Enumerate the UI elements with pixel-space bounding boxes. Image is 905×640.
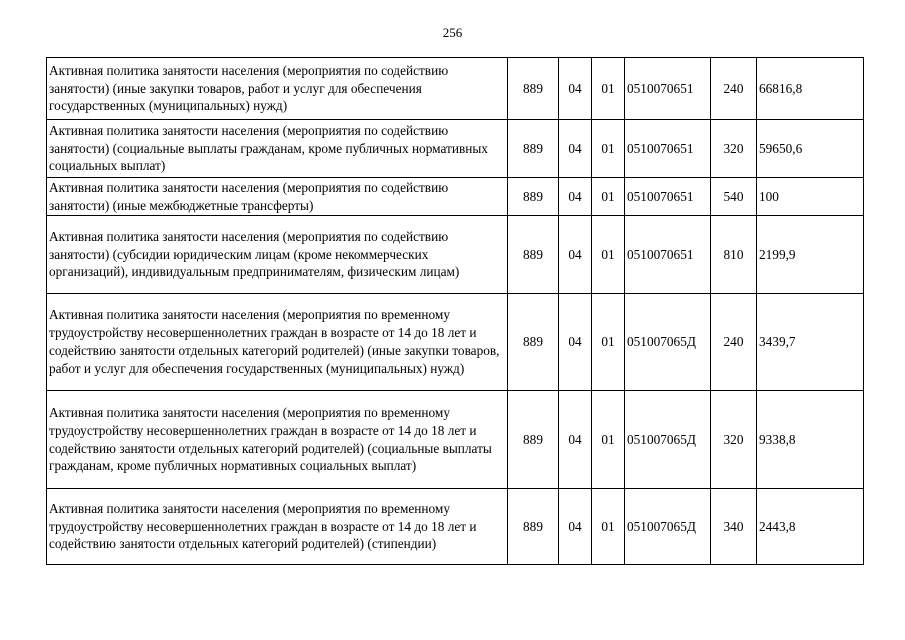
target-article-cell: 0510070651 — [625, 58, 711, 120]
section-code-cell: 04 — [559, 58, 592, 120]
expense-type-cell: 810 — [711, 216, 757, 294]
ministry-code-cell: 889 — [508, 120, 559, 178]
section-code-cell: 04 — [559, 391, 592, 489]
ministry-code-cell: 889 — [508, 58, 559, 120]
amount-cell: 100 — [757, 178, 864, 216]
expense-type-cell: 540 — [711, 178, 757, 216]
expense-type-cell: 240 — [711, 294, 757, 391]
subsection-code-cell: 01 — [592, 216, 625, 294]
ministry-code-cell: 889 — [508, 216, 559, 294]
ministry-code-cell: 889 — [508, 294, 559, 391]
row-description: Активная политика занятости населения (мероприятия по временному трудоустройству несовершеннолетних граждан в возрасте от 14 до 18 лет и содействию занятости отдельных категорий родителей) (иные закупки товаров, работ и услуг для обеспечения государственных (муниципальных) нужд) — [47, 294, 508, 391]
table-row — [47, 120, 864, 178]
amount-cell: 59650,6 — [757, 120, 864, 178]
row-description: Активная политика занятости населения (мероприятия по временному трудоустройству несовершеннолетних граждан в возрасте от 14 до 18 лет и содействию занятости отдельных категорий родителей) (социальные выплаты гражданам, кроме публичных нормативных социальных выплат) — [47, 391, 508, 489]
amount-cell: 2199,9 — [757, 216, 864, 294]
expense-type-cell: 320 — [711, 120, 757, 178]
section-code-cell: 04 — [559, 294, 592, 391]
table-row — [47, 58, 864, 120]
amount-cell: 9338,8 — [757, 391, 864, 489]
table-row — [47, 216, 864, 294]
row-description: Активная политика занятости населения (мероприятия по временному трудоустройству несовершеннолетних граждан в возрасте от 14 до 18 лет и содействию занятости отдельных категорий родителей) (стипендии) — [47, 489, 508, 565]
target-article-cell: 0510070651 — [625, 216, 711, 294]
ministry-code-cell: 889 — [508, 178, 559, 216]
target-article-cell: 0510070651 — [625, 120, 711, 178]
page-number: 256 — [442, 25, 463, 40]
target-article-cell: 051007065Д — [625, 489, 711, 565]
row-description: Активная политика занятости населения (мероприятия по содействию занятости) (иные межбюджетные трансферты) — [47, 178, 508, 216]
expense-type-cell: 320 — [711, 391, 757, 489]
table-row — [47, 391, 864, 489]
table-row — [47, 178, 864, 216]
row-description: Активная политика занятости населения (мероприятия по содействию занятости) (субсидии юридическим лицам (кроме некоммерческих организаций), индивидуальным предпринимателям, физическим лицам) — [47, 216, 508, 294]
row-description: Активная политика занятости населения (мероприятия по содействию занятости) (иные закупки товаров, работ и услуг для обеспечения государственных (муниципальных) нужд) — [47, 58, 508, 120]
budget-table — [46, 57, 864, 565]
target-article-cell: 0510070651 — [625, 178, 711, 216]
expense-type-cell: 340 — [711, 489, 757, 565]
amount-cell: 2443,8 — [757, 489, 864, 565]
subsection-code-cell: 01 — [592, 391, 625, 489]
ministry-code-cell: 889 — [508, 391, 559, 489]
table-row — [47, 489, 864, 565]
section-code-cell: 04 — [559, 489, 592, 565]
subsection-code-cell: 01 — [592, 294, 625, 391]
section-code-cell: 04 — [559, 216, 592, 294]
amount-cell: 3439,7 — [757, 294, 864, 391]
target-article-cell: 051007065Д — [625, 391, 711, 489]
section-code-cell: 04 — [559, 120, 592, 178]
subsection-code-cell: 01 — [592, 489, 625, 565]
expense-type-cell: 240 — [711, 58, 757, 120]
amount-cell: 66816,8 — [757, 58, 864, 120]
target-article-cell: 051007065Д — [625, 294, 711, 391]
section-code-cell: 04 — [559, 178, 592, 216]
row-description: Активная политика занятости населения (мероприятия по содействию занятости) (социальные выплаты гражданам, кроме публичных нормативных социальных выплат) — [47, 120, 508, 178]
subsection-code-cell: 01 — [592, 120, 625, 178]
subsection-code-cell: 01 — [592, 178, 625, 216]
subsection-code-cell: 01 — [592, 58, 625, 120]
table-row — [47, 294, 864, 391]
ministry-code-cell: 889 — [508, 489, 559, 565]
